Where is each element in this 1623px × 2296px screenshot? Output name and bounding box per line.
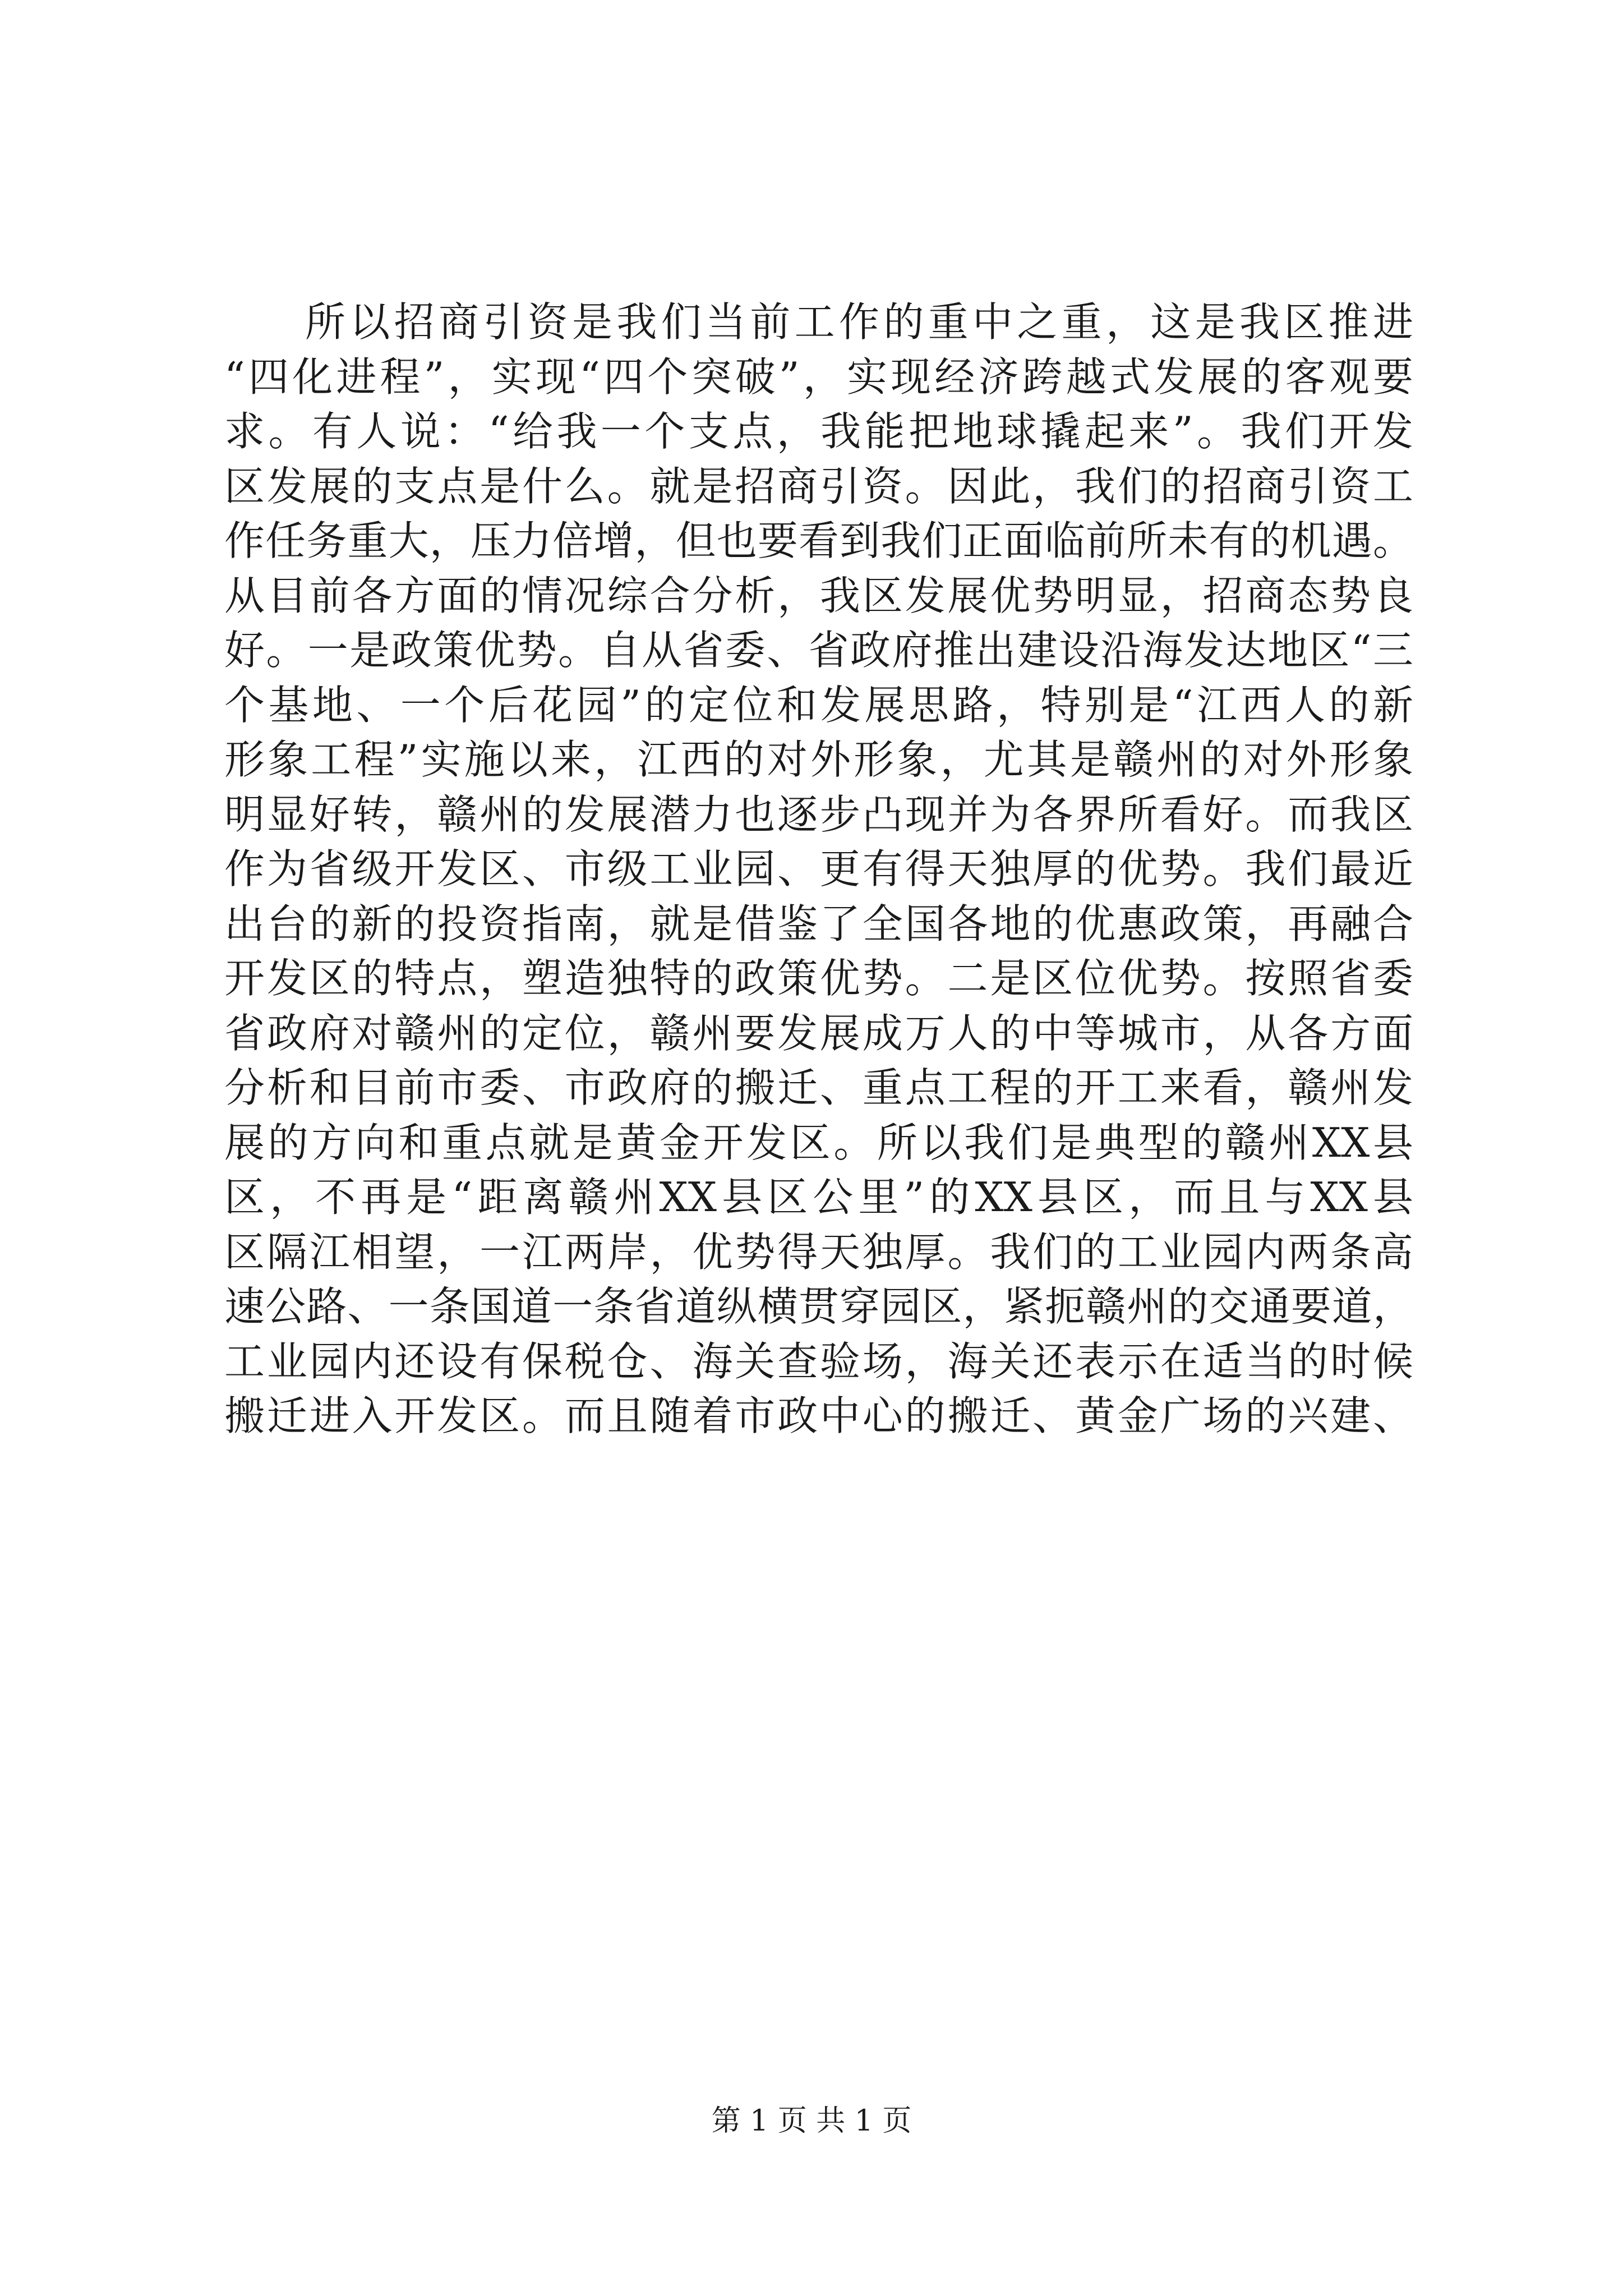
text-line: 所以招商引资是我们当前工作的重中之重，这是我区推进 <box>305 298 1413 346</box>
text-line: 作为省级开发区、市级工业园、更有得天独厚的优势。我们最近 <box>224 845 1413 892</box>
body-paragraph <box>224 295 1413 1444</box>
text-line: 速公路、一条国道一条省道纵横贯穿园区，紧扼赣州的交通要道， <box>224 1283 1413 1330</box>
text-line: 分析和目前市委、市政府的搬迁、重点工程的开工来看，赣州发 <box>224 1064 1413 1111</box>
text-line: 明显好转，赣州的发展潜力也逐步凸现并为各界所看好。而我区 <box>224 790 1413 838</box>
text-line: 从目前各方面的情况综合分析，我区发展优势明显，招商态势良 <box>224 572 1413 619</box>
text-line: 好。一是政策优势。自从省委、省政府推出建设沿海发达地区“三 <box>224 627 1413 674</box>
text-line: 展的方向和重点就是黄金开发区。所以我们是典型的赣州XX县 <box>224 1119 1413 1166</box>
text-line: 工业园内还设有保税仓、海关查验场，海关还表示在适当的时候 <box>224 1337 1413 1385</box>
text-line: 个基地、一个后花园”的定位和发展思路，特别是“江西人的新 <box>224 681 1413 729</box>
page-number-footer: 第 1 页 共 1 页 <box>711 2104 912 2138</box>
text-line: “四化进程”，实现“四个突破”，实现经济跨越式发展的客观要 <box>224 353 1413 401</box>
text-line: 区隔江相望，一江两岸，优势得天独厚。我们的工业园内两条高 <box>224 1228 1413 1276</box>
text-line: 开发区的特点，塑造独特的政策优势。二是区位优势。按照省委 <box>224 955 1413 1002</box>
text-line: 求。有人说：“给我一个支点，我能把地球撬起来”。我们开发 <box>224 408 1413 455</box>
text-line: 作任务重大，压力倍增，但也要看到我们正面临前所未有的机遇。 <box>224 517 1413 564</box>
text-line: 省政府对赣州的定位，赣州要发展成万人的中等城市，从各方面 <box>224 1009 1413 1057</box>
text-line: 区，不再是“距离赣州XX县区公里”的XX县区，而且与XX县 <box>224 1174 1413 1221</box>
text-line: 形象工程”实施以来，江西的对外形象，尤其是赣州的对外形象 <box>224 736 1413 783</box>
text-line: 出台的新的投资指南，就是借鉴了全国各地的优惠政策，再融合 <box>224 900 1413 947</box>
text-line: 区发展的支点是什么。就是招商引资。因此，我们的招商引资工 <box>224 462 1413 510</box>
text-line: 搬迁进入开发区。而且随着市政中心的搬迁、黄金广场的兴建、 <box>224 1392 1413 1439</box>
